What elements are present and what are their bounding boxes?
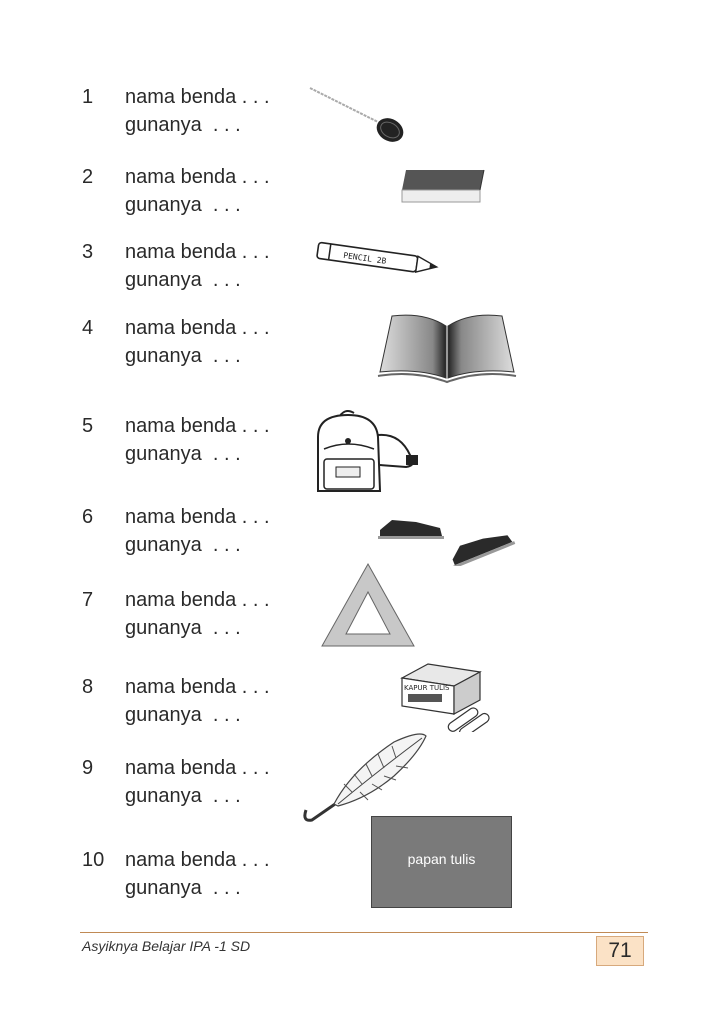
- object-name-prompt: nama benda . . .: [125, 589, 270, 611]
- chalk-box-icon: [396, 660, 496, 732]
- object-use-prompt: gunanya . . .: [125, 704, 241, 726]
- question-number: 5: [82, 415, 94, 437]
- object-name-prompt: nama benda . . .: [125, 415, 270, 437]
- shoes-icon: [376, 514, 516, 566]
- question-number: 1: [82, 86, 94, 108]
- question-number: 10: [82, 849, 105, 871]
- question-number: 6: [82, 506, 94, 528]
- question-item-10: [0, 849, 728, 919]
- question-item-2: [0, 166, 728, 236]
- object-use-prompt: gunanya . . .: [125, 443, 241, 465]
- object-use-prompt: gunanya . . .: [125, 194, 241, 216]
- object-name-prompt: nama benda . . .: [125, 676, 270, 698]
- footer-divider: [80, 932, 648, 933]
- question-item-4: [0, 317, 728, 387]
- open-book-icon: [374, 310, 520, 384]
- object-use-prompt: gunanya . . .: [125, 534, 241, 556]
- object-use-prompt: gunanya . . .: [125, 617, 241, 639]
- pencil-icon: [313, 240, 443, 280]
- object-name-prompt: nama benda . . .: [125, 849, 270, 871]
- blackboard-label: papan tulis: [407, 851, 476, 867]
- question-number: 4: [82, 317, 94, 339]
- page-number: 71: [596, 936, 644, 966]
- question-number: 7: [82, 589, 94, 611]
- object-name-prompt: nama benda . . .: [125, 757, 270, 779]
- question-number: 9: [82, 757, 94, 779]
- object-use-prompt: gunanya . . .: [125, 269, 241, 291]
- backpack-icon: [310, 405, 428, 497]
- object-name-prompt: nama benda . . .: [125, 86, 270, 108]
- feather-duster-icon: [298, 730, 434, 828]
- object-name-prompt: nama benda . . .: [125, 317, 270, 339]
- eraser-icon: [398, 166, 488, 208]
- object-name-prompt: nama benda . . .: [125, 506, 270, 528]
- object-name-prompt: nama benda . . .: [125, 241, 270, 263]
- question-number: 8: [82, 676, 94, 698]
- book-title: Asyiknya Belajar IPA -1 SD: [82, 938, 251, 954]
- object-use-prompt: gunanya . . .: [125, 877, 241, 899]
- feather-brush-icon: [306, 84, 416, 148]
- chalk-box-text: KAPUR TULIS: [404, 684, 450, 692]
- pencil-text: PENCIL 2B: [342, 250, 387, 266]
- object-use-prompt: gunanya . . .: [125, 785, 241, 807]
- triangle-ruler-icon: [320, 562, 416, 648]
- object-use-prompt: gunanya . . .: [125, 345, 241, 367]
- question-number: 3: [82, 241, 94, 263]
- blackboard-icon: [371, 816, 512, 908]
- object-use-prompt: gunanya . . .: [125, 114, 241, 136]
- question-number: 2: [82, 166, 94, 188]
- object-name-prompt: nama benda . . .: [125, 166, 270, 188]
